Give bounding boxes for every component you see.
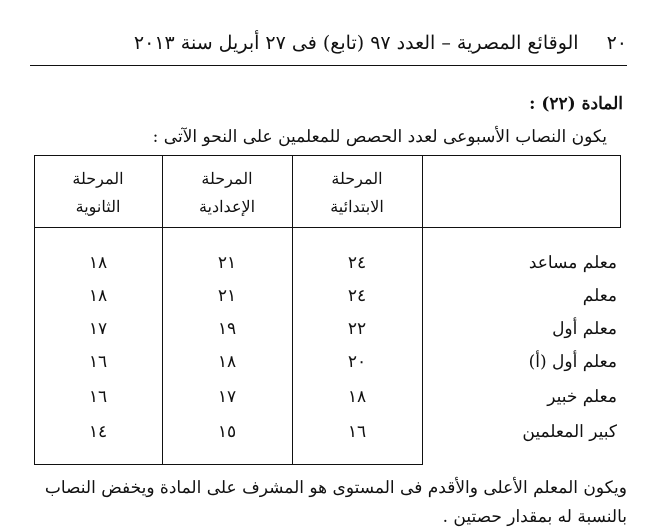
cell-secondary: ١٨: [88, 253, 108, 273]
article-intro: يكون النصاب الأسبوعى لعدد الحصص للمعلمين على النحو الآتى :: [152, 127, 607, 147]
column-header-line: المرحلة: [331, 169, 383, 188]
column-header-line: الثانوية: [75, 197, 121, 216]
page-header: [70, 26, 627, 60]
row-rank-label: معلم خبير: [547, 387, 617, 407]
cell-primary: ١٦: [347, 422, 367, 442]
row-rank-label: معلم أول (أ): [528, 352, 617, 372]
cell-secondary: ١٤: [88, 422, 108, 442]
row-rank-label: معلم: [582, 286, 617, 306]
header-row-divider: [34, 227, 621, 228]
cell-secondary: ١٨: [88, 286, 108, 306]
teaching-load-table: [34, 155, 621, 465]
article-heading: المادة (٢٢) :: [529, 94, 623, 114]
column-divider: [422, 155, 423, 465]
column-header-line: المرحلة: [201, 169, 253, 188]
header-divider: [30, 65, 627, 66]
table-border-top: [34, 155, 621, 156]
cell-primary: ٢٠: [347, 352, 367, 372]
table-border-bottom: [34, 464, 422, 465]
row-rank-label: كبير المعلمين: [522, 422, 617, 442]
cell-secondary: ١٧: [88, 319, 108, 339]
row-rank-label: معلم مساعد: [528, 253, 617, 273]
cell-preparatory: ١٩: [217, 319, 237, 339]
cell-preparatory: ٢١: [217, 253, 237, 273]
cell-secondary: ١٦: [88, 387, 108, 407]
cell-primary: ٢٢: [347, 319, 367, 339]
column-header-line: الابتدائية: [330, 197, 384, 216]
cell-primary: ٢٤: [347, 253, 367, 273]
column-header-secondary: [34, 165, 162, 221]
cell-preparatory: ١٥: [217, 422, 237, 442]
cell-preparatory: ٢١: [217, 286, 237, 306]
cell-primary: ٢٤: [347, 286, 367, 306]
closing-paragraph: ويكون المعلم الأعلى والأقدم فى المستوى هو المشرف على المادة ويخفض النصاب بالنسبة له بمقدار حصتين .: [44, 478, 627, 527]
gazette-title: الوقائع المصرية – العدد ٩٧ (تابع) فى ٢٧ أبريل سنة ٢٠١٣: [133, 32, 579, 54]
column-header-line: الإعدادية: [198, 197, 256, 216]
cell-secondary: ١٦: [88, 352, 108, 372]
column-header-preparatory: [162, 165, 292, 221]
row-rank-label: معلم أول: [552, 319, 617, 339]
table-border-right: [620, 155, 621, 227]
page-number: ٢٠: [606, 32, 627, 54]
column-header-line: المرحلة: [72, 169, 124, 188]
cell-primary: ١٨: [347, 387, 367, 407]
cell-preparatory: ١٨: [217, 352, 237, 372]
cell-preparatory: ١٧: [217, 387, 237, 407]
column-header-primary: [292, 165, 422, 221]
